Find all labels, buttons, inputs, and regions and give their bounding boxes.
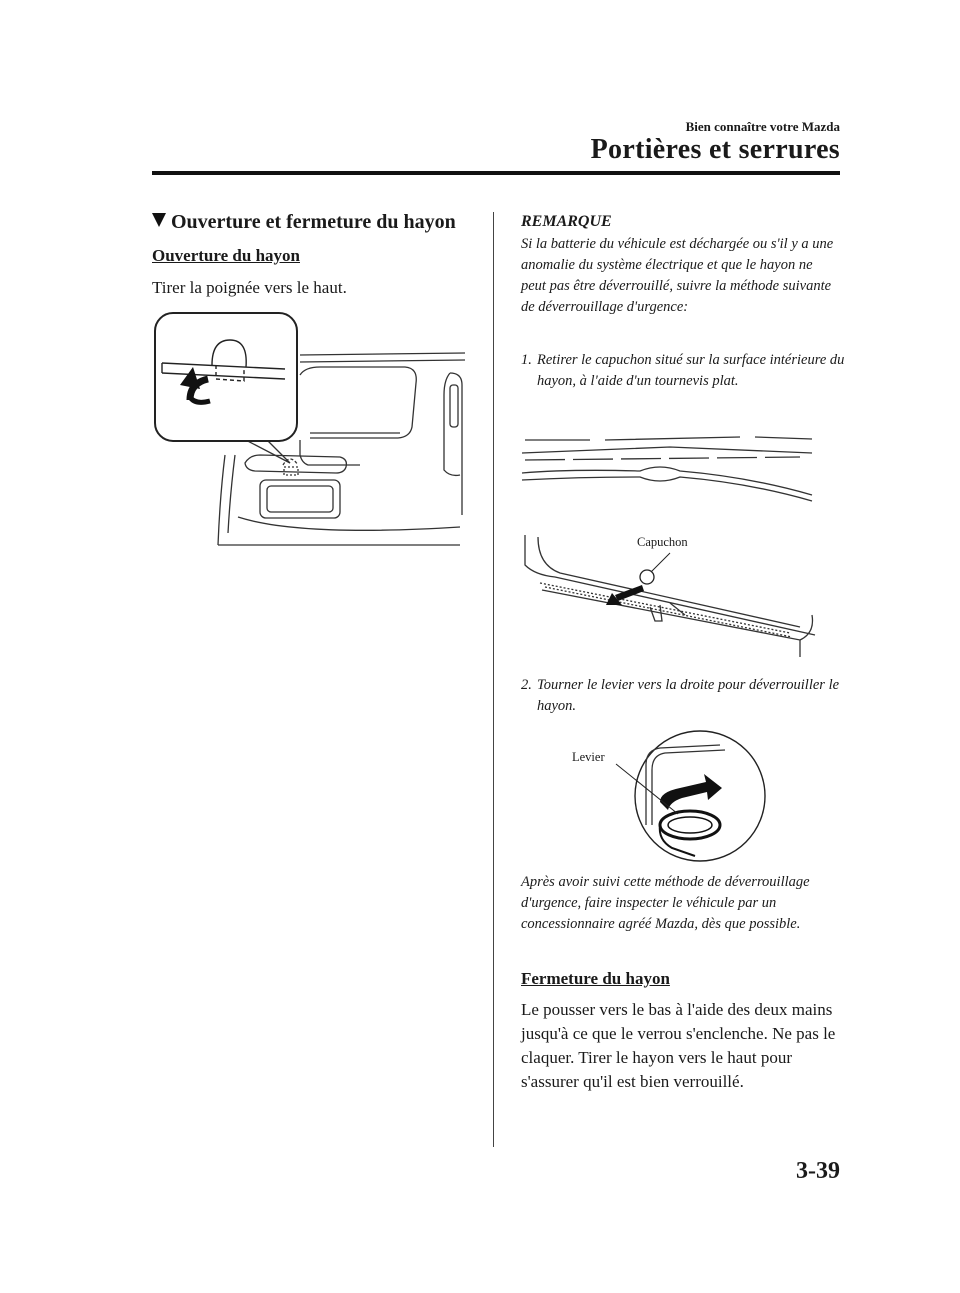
step-1-text: Retirer le capuchon situé sur la surface intérieure du hayon, à l'aide d'un tournevis plat.: [537, 352, 845, 389]
header-rule: [152, 171, 840, 175]
opening-heading: Ouverture du hayon: [152, 246, 300, 265]
step-2-text: Tourner le levier vers la droite pour déverrouiller le hayon.: [537, 677, 840, 714]
step-1: [521, 350, 845, 416]
opening-text: Tirer la poignée vers le haut.: [152, 278, 347, 297]
lever-label: Levier: [572, 750, 605, 764]
tailgate-figure: [150, 305, 470, 550]
step-2: [521, 675, 841, 719]
lever-figure: [600, 730, 770, 865]
step-1-number: 1.: [521, 352, 532, 368]
section-title: [152, 211, 456, 234]
section-title-text: Ouverture et fermeture du hayon: [171, 211, 456, 233]
column-divider: [493, 212, 494, 1147]
page-number: 3-39: [796, 1158, 840, 1184]
header-subtitle: Bien connaître votre Mazda: [685, 119, 840, 134]
after-text: Après avoir suivi cette méthode de déverrouillage d'urgence, faire inspecter le véhicule par un concessionnaire agréé Mazda, dès que possible.: [521, 874, 810, 932]
note-text: Si la batterie du véhicule est déchargée ou s'il y a une anomalie du système électrique et que le hayon ne peut pas être déverrouillé, suivre la méthode suivante de déverrouillage d'urgence:: [521, 236, 834, 315]
triangle-down-icon: [152, 213, 166, 227]
closing-text: Le pousser vers le bas à l'aide des deux mains jusqu'à ce que le verrou s'enclenche. Ne pas le claquer. Tirer le hayon vers le haut pour s'assurer qu'il est bien verrouillé.: [521, 1000, 836, 1091]
note-heading: REMARQUE: [521, 213, 612, 230]
step-2-number: 2.: [521, 677, 532, 693]
cap-label: Capuchon: [637, 535, 688, 549]
closing-heading: Fermeture du hayon: [521, 969, 670, 988]
header-title: Portières et serrures: [590, 134, 840, 165]
